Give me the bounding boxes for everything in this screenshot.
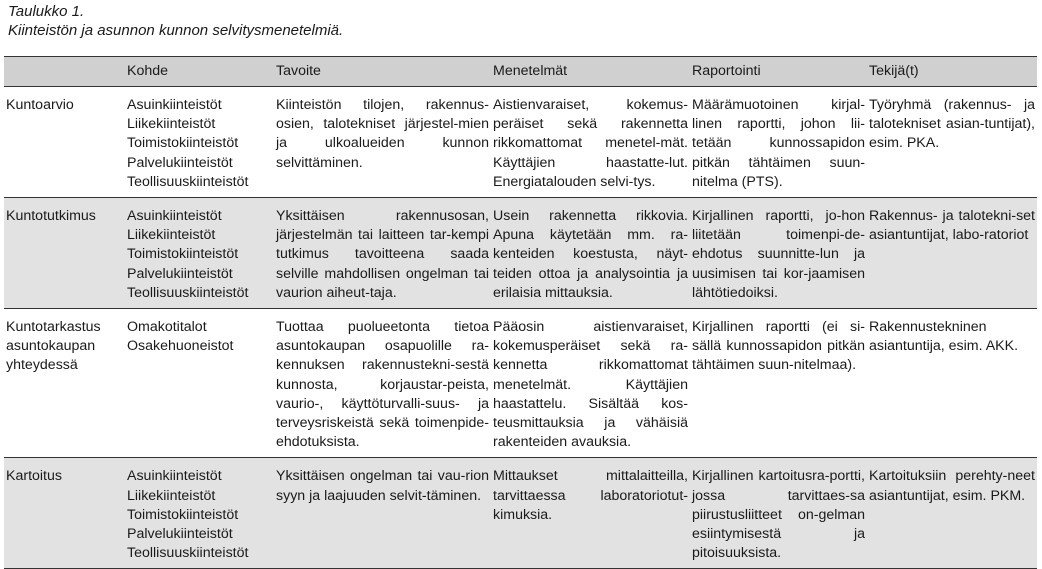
row-tekija: Kartoituksiin perehty-neet asiantuntijat, esim. PKM. <box>867 458 1037 569</box>
row-tavoite: Yksittäisen rakennusosan, järjestelmän tai laitteen tar-kempi tutkimus tavoitteena saada selville mahdollisen ongelman tai vaurion aiheut-taja. <box>274 198 491 309</box>
row-kohde <box>125 458 274 569</box>
kohde-item: Omakotitalot <box>127 319 207 336</box>
row-tekija: Rakennustekninen asiantuntija, esim. AKK. <box>867 309 1037 458</box>
kohde-item: Palvelukiinteistöt <box>127 526 233 543</box>
row-menetelmat: Pääosin aistienvaraiset, kokemusperäiset sekä ra-kennetta rikkomattomat menetelmät. Käyttäjien haastattelu. Sisältää kos-teusmittauksia ja vähäisiä rakenteiden avauksia. <box>491 309 690 458</box>
row-raportointi: Kirjallinen raportti, jo-hon liitetään toimenpi-de-ehdotus suunnitte-lun ja uusimisen tai kor-jaamisen lähtötiedoiksi. <box>690 198 867 309</box>
table-row <box>4 87 1037 198</box>
table-row <box>4 309 1037 458</box>
header-tekija: Tekijä(t) <box>867 57 1037 87</box>
row-raportointi: Kirjallinen raportti (ei si-sällä kunnossapidon pitkän tähtäimen suun-nitelmaa). <box>690 309 867 458</box>
table-row <box>4 458 1037 569</box>
row-name: Kuntotutkimus <box>4 198 125 309</box>
table-caption <box>8 2 343 40</box>
kohde-item: Toimistokiinteistöt <box>127 135 239 152</box>
header-tavoite: Tavoite <box>274 57 491 87</box>
condition-methods-table <box>4 56 1037 569</box>
row-tavoite: Kiinteistön tilojen, rakennus-osien, talotekniset järjestel-mien ja ulkoalueiden kunnon selvittäminen. <box>274 87 491 198</box>
kohde-item: Liikekiinteistöt <box>127 487 216 504</box>
table-row <box>4 198 1037 309</box>
header-kohde: Kohde <box>125 57 274 87</box>
kohde-item: Toimistokiinteistöt <box>127 246 239 263</box>
kohde-item: Osakehuoneistot <box>127 338 234 355</box>
header-menetelmat: Menetelmät <box>491 57 690 87</box>
kohde-item: Liikekiinteistöt <box>127 227 216 244</box>
row-tavoite: Yksittäisen ongelman tai vau-rion syyn ja laajuuden selvit-täminen. <box>274 458 491 569</box>
row-menetelmat: Aistienvaraiset, kokemus-peräiset sekä rakennetta rikkomattomat menetel-mät. Käyttäjien haastatte-lut. Energiatalouden selvi-tys. <box>491 87 690 198</box>
row-tekija: Työryhmä (rakennus- ja talotekniset asian-tuntijat), esim. PKA. <box>867 87 1037 198</box>
row-kohde <box>125 198 274 309</box>
kohde-item: Liikekiinteistöt <box>127 116 216 133</box>
header-empty <box>4 57 125 87</box>
row-menetelmat: Usein rakennetta rikkovia. Apuna käytetään mm. ra-kenteiden koestusta, näyt-teiden ottoa ja analysointia ja erilaisia mittauksia. <box>491 198 690 309</box>
caption-number: Taulukko 1. <box>8 3 85 20</box>
kohde-item: Palvelukiinteistöt <box>127 265 233 282</box>
kohde-item: Teollisuuskiinteistöt <box>127 173 249 190</box>
row-tavoite: Tuottaa puolueetonta tietoa asuntokaupan osapuolille ra-kennuksen rakennustekni-sestä kunnosta, korjaustar-peista, vaurio-, käyttöturvalli-suus- ja terveysriskeistä sekä toimenpide-ehdotuksista. <box>274 309 491 458</box>
kohde-item: Asuinkiinteistöt <box>127 208 222 225</box>
kohde-item: Asuinkiinteistöt <box>127 468 222 485</box>
header-raportointi: Raportointi <box>690 57 867 87</box>
row-kohde <box>125 87 274 198</box>
caption-title: Kiinteistön ja asunnon kunnon selvitysmenetelmiä. <box>8 22 344 39</box>
kohde-item: Teollisuuskiinteistöt <box>127 284 249 301</box>
kohde-item: Asuinkiinteistöt <box>127 97 222 113</box>
row-menetelmat: Mittaukset mittalaitteilla, tarvittaessa laboratoriotut-kimuksia. <box>491 458 690 569</box>
row-tekija: Rakennus- ja talotekni-set asiantuntijat, labo-ratoriot <box>867 198 1037 309</box>
row-raportointi: Kirjallinen kartoitusra-portti, jossa tarvittaes-sa piirustusliitteet on-gelman esiintymisestä ja pitoisuuksista. <box>690 458 867 569</box>
kohde-item: Palvelukiinteistöt <box>127 154 233 171</box>
row-name: Kuntoarvio <box>4 87 125 198</box>
kohde-item: Toimistokiinteistöt <box>127 506 239 523</box>
row-name: Kuntotarkastus asuntokaupan yhteydessä <box>4 309 125 458</box>
kohde-item: Teollisuuskiinteistöt <box>127 545 249 562</box>
table-header-row <box>4 57 1037 87</box>
row-kohde <box>125 309 274 458</box>
row-name: Kartoitus <box>4 458 125 569</box>
row-raportointi: Määrämuotoinen kirjal-linen raportti, johon lii-tetään kunnossapidon pitkän tähtäimen suun-nitelma (PTS). <box>690 87 867 198</box>
